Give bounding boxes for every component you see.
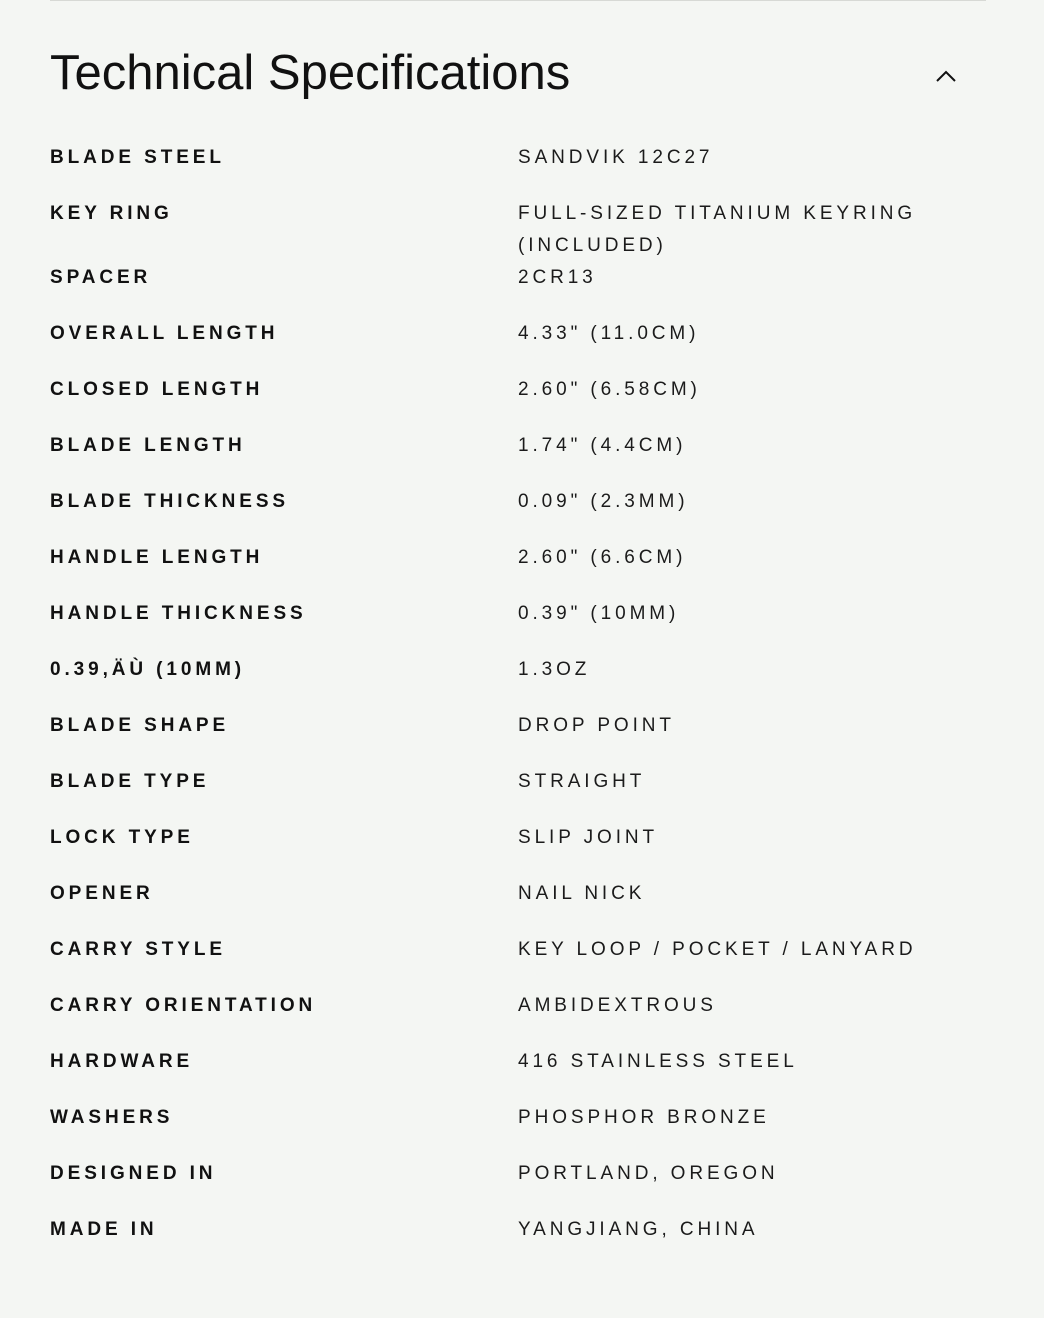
chevron-up-icon: [935, 69, 957, 83]
spec-row: [50, 1046, 986, 1102]
spec-label: BLADE STEEL: [50, 147, 225, 168]
collapse-toggle-button[interactable]: [928, 58, 964, 94]
spec-label: HANDLE THICKNESS: [50, 603, 307, 624]
spec-row: [50, 822, 986, 878]
spec-label: LOCK TYPE: [50, 827, 194, 848]
spec-value: KEY LOOP / POCKET / LANYARD: [518, 939, 917, 960]
spec-row: [50, 1158, 986, 1214]
spec-value: 2.60" (6.6CM): [518, 547, 687, 568]
spec-row: [50, 934, 986, 990]
spec-value: YANGJIANG, CHINA: [518, 1219, 759, 1240]
spec-value: SLIP JOINT: [518, 827, 659, 848]
section-header[interactable]: [50, 0, 986, 142]
spec-label: CLOSED LENGTH: [50, 379, 264, 400]
spec-value: DROP POINT: [518, 715, 675, 736]
spec-label: BLADE TYPE: [50, 771, 210, 792]
spec-label: MADE IN: [50, 1219, 158, 1240]
spec-row: [50, 262, 986, 318]
spec-row: [50, 542, 986, 598]
spec-label: OVERALL LENGTH: [50, 323, 279, 344]
spec-label: BLADE SHAPE: [50, 715, 230, 736]
spec-row: [50, 318, 986, 374]
spec-label: CARRY STYLE: [50, 939, 226, 960]
section-title: Technical Specifications: [50, 46, 571, 100]
spec-row: [50, 486, 986, 542]
spec-label: CARRY ORIENTATION: [50, 995, 317, 1016]
spec-row: [50, 430, 986, 486]
spec-value: FULL-SIZED TITANIUM KEYRING (INCLUDED): [518, 203, 917, 256]
spec-value: 1.74" (4.4CM): [518, 435, 687, 456]
spec-value: 416 STAINLESS STEEL: [518, 1051, 798, 1072]
spec-row: [50, 598, 986, 654]
spec-value: 4.33" (11.0CM): [518, 323, 700, 344]
spec-label: WASHERS: [50, 1107, 174, 1128]
spec-label: SPACER: [50, 267, 152, 288]
spec-label: BLADE THICKNESS: [50, 491, 290, 512]
spec-label: BLADE LENGTH: [50, 435, 246, 456]
spec-value: 1.3OZ: [518, 659, 591, 680]
technical-specifications-section: [50, 0, 986, 1240]
spec-label: OPENER: [50, 883, 154, 904]
spec-value: 2.60" (6.58CM): [518, 379, 701, 400]
spec-row: [50, 878, 986, 934]
spec-row: [50, 990, 986, 1046]
spec-label: DESIGNED IN: [50, 1163, 217, 1184]
spec-row: [50, 142, 986, 198]
spec-list: [50, 142, 986, 1270]
spec-value: PHOSPHOR BRONZE: [518, 1107, 770, 1128]
spec-value: 0.09" (2.3MM): [518, 491, 689, 512]
spec-row: [50, 766, 986, 822]
spec-row: [50, 198, 986, 262]
spec-row: [50, 1214, 986, 1270]
spec-label: 0.39,ÄÙ (10MM): [50, 659, 246, 680]
spec-value: 2CR13: [518, 267, 597, 288]
spec-value: STRAIGHT: [518, 771, 646, 792]
spec-value: 0.39" (10MM): [518, 603, 680, 624]
spec-row: [50, 374, 986, 430]
spec-label: KEY RING: [50, 203, 173, 224]
spec-label: HANDLE LENGTH: [50, 547, 264, 568]
spec-row: [50, 1102, 986, 1158]
spec-value: PORTLAND, OREGON: [518, 1163, 779, 1184]
spec-label: HARDWARE: [50, 1051, 194, 1072]
spec-value: NAIL NICK: [518, 883, 646, 904]
spec-value: SANDVIK 12C27: [518, 147, 714, 168]
spec-value: AMBIDEXTROUS: [518, 995, 717, 1016]
spec-row: [50, 710, 986, 766]
spec-row: [50, 654, 986, 710]
